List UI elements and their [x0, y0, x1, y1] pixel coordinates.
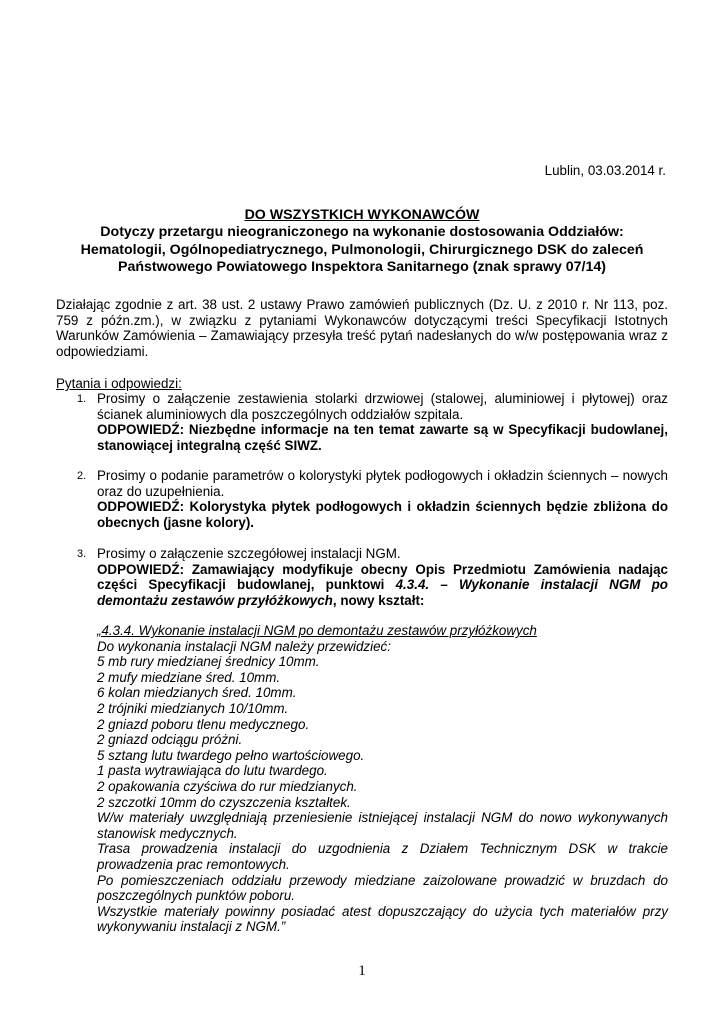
quote-line: 5 mb rury miedzianej średnicy 10mm. — [97, 654, 320, 670]
quote-line: 2 opakowania czyściwa do rur miedzianych. — [97, 778, 358, 794]
heading-line-1: Dotyczy przetargu nieograniczonego na wykonanie dostosowania Oddziałów: — [100, 224, 624, 241]
quote-line: Po pomieszczeniach oddziału przewody miedziane zaizolowane prowadzić w bruzdach do poszczególnych punktów poboru. — [97, 872, 668, 904]
question-number: 3. — [77, 548, 87, 560]
answer-text: ODPOWIEDŹ: Kolorystyka płytek podłogowych i okładzin ściennych będzie zbliżona do obecnych (jasne kolory). — [97, 499, 668, 530]
answer-reference: 4.3.4. – Wykonanie instalacji NGM po demontażu zestawów przyłóżkowych — [97, 577, 668, 608]
quote-line: 2 gniazd odciągu próżni. — [97, 732, 243, 748]
question-number: 2. — [77, 470, 87, 482]
quoted-specification — [97, 623, 668, 935]
document-heading — [56, 207, 668, 276]
quote-line: 5 sztang lutu twardego pełno wartościowego. — [97, 747, 365, 763]
question-text: Prosimy o załączenie szczegółowej instalacji NGM. — [97, 546, 401, 561]
question-text: Prosimy o podanie parametrów o kolorystyki płytek podłogowych i okładzin ściennych – nowych oraz do uzupełnienia. — [97, 468, 668, 499]
quote-line: Wszystkie materiały powinny posiadać atest dopuszczający do użycia tych materiałów przy wykonywaniu instalacji z NGM.” — [97, 903, 668, 935]
question-item — [77, 391, 668, 453]
page-number: 1 — [358, 963, 366, 979]
question-text: Prosimy o załączenie zestawienia stolarki drzwiowej (stalowej, aluminiowej i płytowej) oraz ścianek aluminiowych dla poszczególnych oddziałów szpitala. — [97, 391, 668, 422]
intro-paragraph: Działając zgodnie z art. 38 ust. 2 ustawy Prawo zamówień publicznych (Dz. U. z 2010 r. Nr 113, poz. 759 z późn.zm.), w związku z pytaniami Wykonawców dotyczącymi treści Specyfikacji Istotnych Warunków Zamówienia – Zamawiający przesyła treść pytań nadesłanych do w/w postępowania wraz z odpowiedziami. — [56, 297, 668, 359]
question-item — [77, 468, 668, 530]
question-number: 1. — [77, 393, 87, 405]
heading-line-2: Hematologii, Ogólnopediatrycznego, Pulmonologii, Chirurgicznego DSK do zaleceń — [80, 241, 644, 258]
quote-line: 2 trójniki miedzianych 10/10mm. — [97, 700, 289, 716]
quote-title: „4.3.4. Wykonanie instalacji NGM po demontażu zestawów przyłóżkowych — [97, 623, 537, 638]
question-item — [77, 546, 668, 608]
quote-line: 2 gniazd poboru tlenu medycznego. — [97, 716, 310, 732]
quote-line: W/w materiały uwzględniają przeniesienie istniejącej instalacji NGM do nowo wykonywanych stanowisk medycznych. — [97, 810, 668, 841]
quote-line: 1 pasta wytrawiająca do lutu twardego. — [97, 763, 328, 779]
quote-line: Trasa prowadzenia instalacji do uzgodnienia z Działem Technicznym DSK w trakcie prowadzenia prac remontowych. — [97, 841, 668, 872]
document-date: Lublin, 03.03.2014 r. — [544, 163, 666, 178]
heading-line-3: Państwowego Powiatowego Inspektora Sanitarnego (znak sprawy 07/14) — [117, 258, 606, 275]
answer-text — [97, 562, 668, 609]
quote-line: 2 mufy miedziane śred. 10mm. — [97, 669, 281, 685]
qa-title: Pytania i odpowiedzi: — [56, 376, 182, 391]
addressee: DO WSZYSTKICH WYKONAWCÓW — [244, 207, 480, 223]
quote-line: 2 szczotki 10mm do czyszczenia kształtek. — [97, 794, 351, 810]
answer-text: ODPOWIEDŹ: Niezbędne informacje na ten temat zawarte są w Specyfikacji budowlanej, stanowiącej integralną część SIWZ. — [97, 422, 668, 453]
answer-part: ODPOWIEDŹ: Zamawiający modyfikuje obecny Opis Przedmiotu Zamówienia nadając części Specyfikacji budowlanej, punktowi — [97, 561, 668, 593]
quote-line: 6 kolan miedzianych śred. 10mm. — [97, 685, 297, 701]
answer-part: , nowy kształt: — [332, 592, 425, 608]
quote-line: Do wykonania instalacji NGM należy przewidzieć: — [97, 638, 391, 654]
